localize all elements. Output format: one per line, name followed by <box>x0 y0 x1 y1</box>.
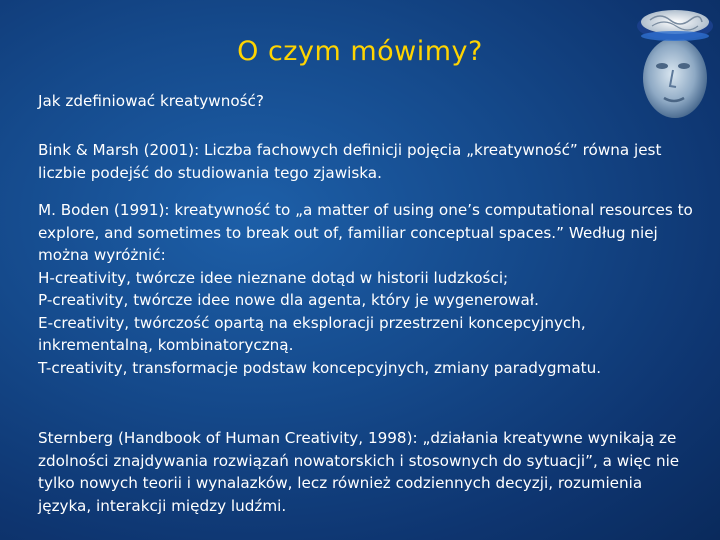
list-item-h-creativity: H-creativity, twórcze idee nieznane dotąd w historii ludzkości; <box>38 268 509 287</box>
list-item-p-creativity: P-creativity, twórcze idee nowe dla agenta, który je wygenerował. <box>38 291 539 309</box>
intro-question: Jak zdefiniować kreatywność? <box>38 92 264 110</box>
slide-title: O czym mówimy? <box>237 36 483 67</box>
definition-bink-marsh: Bink & Marsh (2001): Liczba fachowych definicji pojęcia „kreatywność” równa jest liczbie podejść do studiowania tego zjawiska. <box>38 141 662 182</box>
definition-boden <box>38 199 698 379</box>
boden-intro: M. Boden (1991): kreatywność to „a matter of using one’s computational resources to explore, and sometimes to break out of, familiar conceptual spaces.” Według niej można wyróżnić: <box>38 201 693 264</box>
list-item-e-creativity: E-creativity, twórczość opartą na eksploracji przestrzeni koncepcyjnych, inkrementalną, kombinatoryczną. <box>38 313 586 354</box>
list-item-t-creativity: T-creativity, transformacje podstaw koncepcyjnych, zmiany paradygmatu. <box>38 358 602 377</box>
definition-sternberg: Sternberg (Handbook of Human Creativity, 1998): „działania kreatywne wynikają ze zdolności znajdywania rozwiązań nowatorskich i stosownych do sytuacji”, a więc nie tylko nowych teorii i wynalazków, lecz również codziennych decyzji, rozumienia języka, interakcji między ludźmi. <box>38 429 680 515</box>
